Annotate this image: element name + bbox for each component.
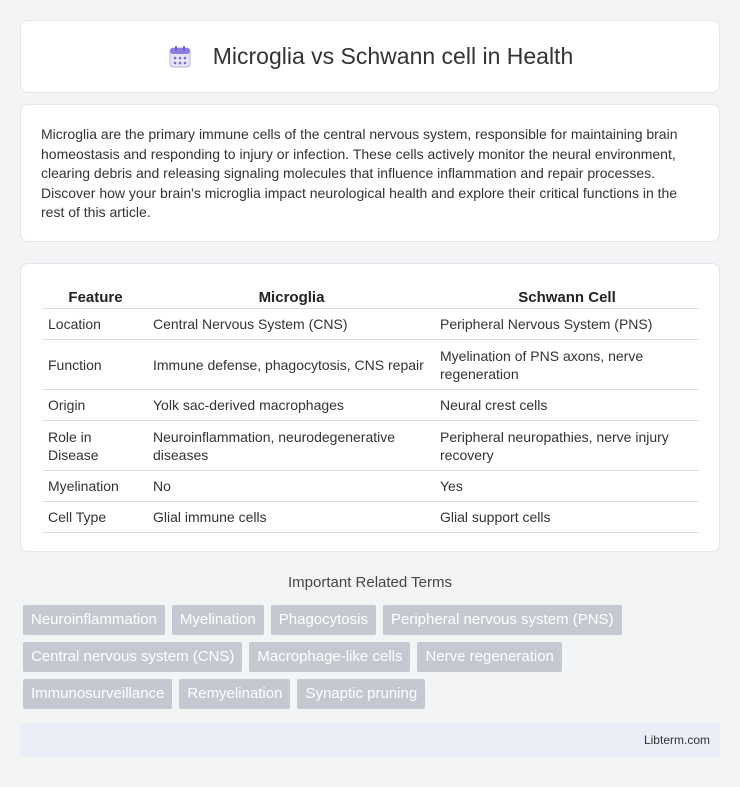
- table-row: [43, 421, 699, 471]
- term-tag[interactable]: Remyelination: [179, 679, 290, 709]
- intro-paragraph: Microglia are the primary immune cells of the central nervous system, responsible for maintaining brain homeostasis and responding to injury or infection. These cells actively monitor the neural environment, clearing debris and releasing signaling molecules that influence inflammation and repair processes. Discover how your brain's microglia impact neurological health and explore their critical functions in the rest of this article.: [41, 126, 678, 220]
- table-row: [43, 471, 699, 502]
- footer-site-link[interactable]: Libterm.com: [643, 733, 710, 747]
- table-cell: Myelination: [43, 471, 148, 502]
- term-tag[interactable]: Nerve regeneration: [417, 642, 561, 672]
- title-card: [20, 20, 720, 93]
- table-cell: Yolk sac-derived macrophages: [148, 390, 435, 421]
- term-tag[interactable]: Peripheral nervous system (PNS): [383, 605, 622, 635]
- table-cell: Glial immune cells: [148, 502, 435, 533]
- table-row: [43, 390, 699, 421]
- intro-card: [20, 104, 720, 242]
- table-cell: Location: [43, 309, 148, 340]
- table-cell: Neuroinflammation, neurodegenerative diseases: [148, 421, 435, 471]
- table-header-microglia: Microglia: [148, 284, 435, 309]
- term-tag[interactable]: Macrophage-like cells: [249, 642, 410, 672]
- calendar-icon: [167, 44, 193, 70]
- table-row: [43, 309, 699, 340]
- table-cell: Peripheral Nervous System (PNS): [435, 309, 699, 340]
- table-cell: Central Nervous System (CNS): [148, 309, 435, 340]
- related-terms-list: [23, 605, 723, 716]
- term-tag[interactable]: Phagocytosis: [271, 605, 376, 635]
- term-tag[interactable]: Central nervous system (CNS): [23, 642, 242, 672]
- comparison-table: [43, 284, 699, 533]
- page-title: Microglia vs Schwann cell in Health: [212, 43, 574, 69]
- term-tag[interactable]: Myelination: [172, 605, 264, 635]
- table-cell: Function: [43, 340, 148, 390]
- comparison-table-card: [20, 263, 720, 552]
- term-tag[interactable]: Synaptic pruning: [297, 679, 425, 709]
- table-row: [43, 502, 699, 533]
- term-tag[interactable]: Neuroinflammation: [23, 605, 165, 635]
- table-cell: Glial support cells: [435, 502, 699, 533]
- table-cell: Cell Type: [43, 502, 148, 533]
- table-header-schwann: Schwann Cell: [435, 284, 699, 309]
- table-cell: Neural crest cells: [435, 390, 699, 421]
- table-row: [43, 340, 699, 390]
- table-cell: Myelination of PNS axons, nerve regeneration: [435, 340, 699, 390]
- footer: [20, 723, 720, 757]
- table-header-feature: Feature: [43, 284, 148, 309]
- table-cell: Role in Disease: [43, 421, 148, 471]
- table-cell: Peripheral neuropathies, nerve injury recovery: [435, 421, 699, 471]
- table-cell: Origin: [43, 390, 148, 421]
- related-terms-heading: Important Related Terms: [288, 574, 452, 591]
- table-cell: Yes: [435, 471, 699, 502]
- term-tag[interactable]: Immunosurveillance: [23, 679, 172, 709]
- table-cell: Immune defense, phagocytosis, CNS repair: [148, 340, 435, 390]
- table-cell: No: [148, 471, 435, 502]
